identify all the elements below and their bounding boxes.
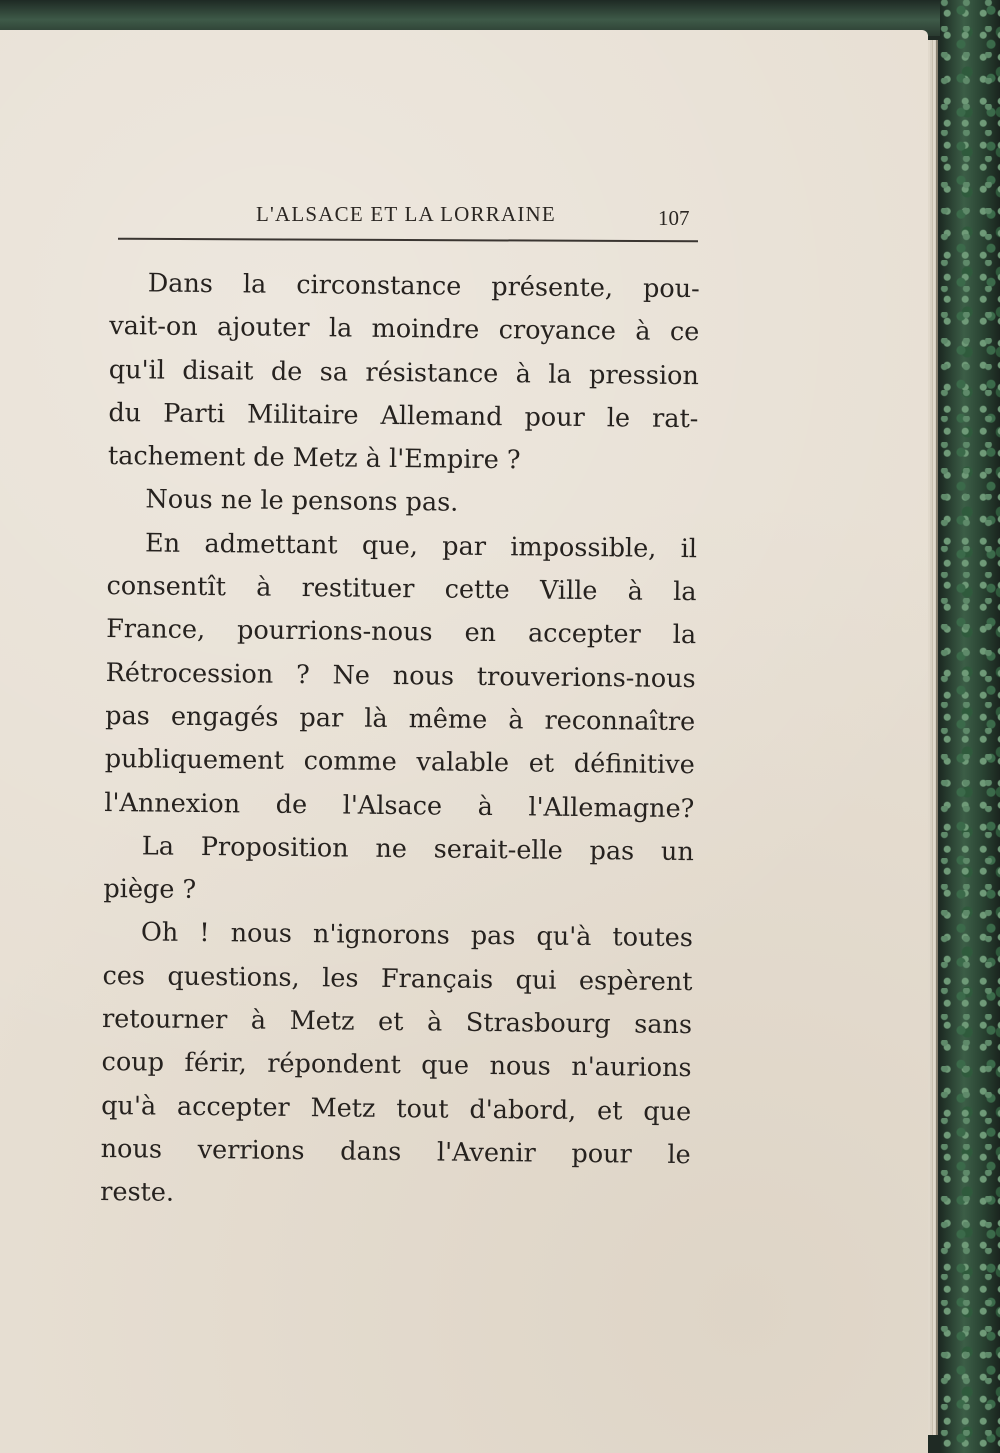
text-line: l'Annexion de l'Alsace à l'Allemagne? bbox=[104, 787, 695, 824]
text-line: tachement de Metz à l'Empire ? bbox=[107, 441, 521, 476]
text-line: reste. bbox=[100, 1177, 175, 1208]
running-header bbox=[118, 196, 700, 246]
text-line: qu'il disait de sa résistance à la pression bbox=[108, 354, 699, 391]
text-line: pas engagés par là même à reconnaître bbox=[105, 700, 696, 738]
text-line: coup férir, répondent que nous n'aurions bbox=[101, 1047, 692, 1084]
text-line: vait-on ajouter la moindre croyance à ce bbox=[109, 311, 700, 348]
text-line: nous verrions dans l'Avenir pour le bbox=[100, 1133, 691, 1171]
text-line: piège ? bbox=[103, 874, 197, 906]
text-line: retourner à Metz et à Strasbourg sans bbox=[101, 1004, 693, 1041]
text-line: France, pourrions-nous en accepter la bbox=[105, 614, 697, 651]
text-line: publiquement comme valable et définitive bbox=[104, 744, 695, 781]
text-line: du Parti Militaire Allemand pour le rat- bbox=[108, 397, 699, 435]
text-line: Rétrocession ? Ne nous trouverions-nous bbox=[105, 657, 696, 694]
text-line: qu'à accepter Metz tout d'abord, et que bbox=[101, 1090, 692, 1127]
text-line: Oh ! nous n'ignorons pas qu'à toutes bbox=[140, 917, 694, 954]
page-number: 107 bbox=[658, 206, 690, 230]
running-title: L'ALSACE ET LA LORRAINE bbox=[256, 202, 556, 226]
text-line: La Proposition ne serait-elle pas un bbox=[141, 831, 695, 868]
header-rule bbox=[118, 238, 698, 243]
text-line: Dans la circonstance présente, pou- bbox=[147, 268, 700, 305]
text-line: consentît à restituer cette Ville à la bbox=[106, 571, 697, 608]
text-line: Nous ne le pensons pas. bbox=[145, 484, 459, 519]
text-line: En admettant que, par impossible, il bbox=[144, 528, 698, 564]
body-text bbox=[100, 262, 700, 1221]
marbled-binding bbox=[940, 0, 1000, 1453]
text-line: ces questions, les Français qui espèrent bbox=[102, 960, 693, 997]
